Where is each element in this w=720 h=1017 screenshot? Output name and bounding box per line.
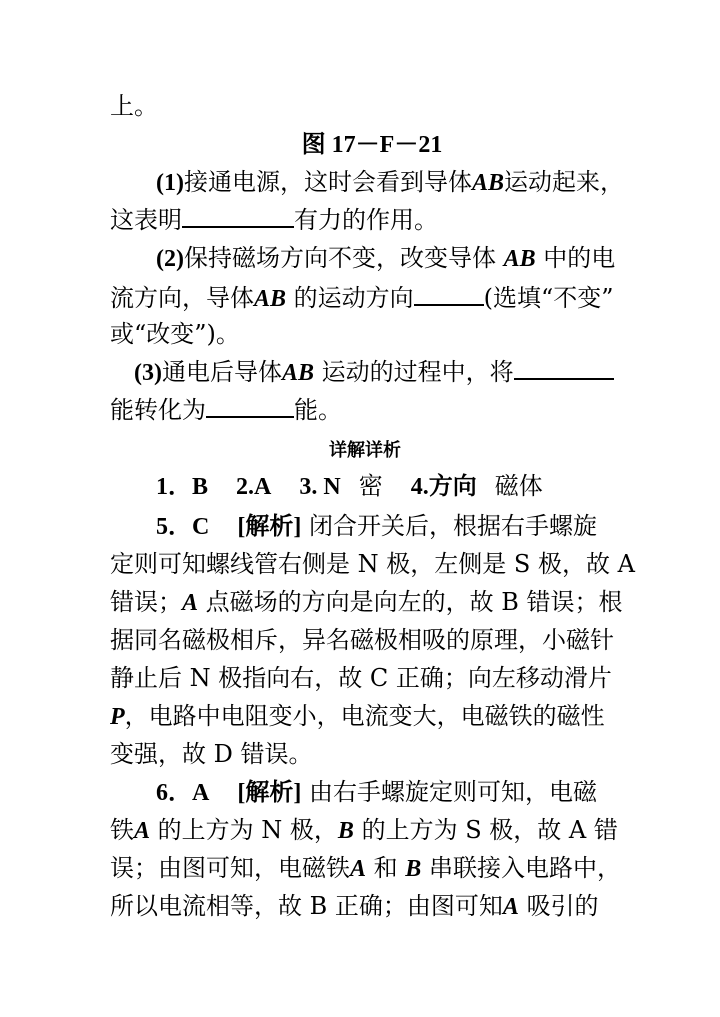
answer-5-line-3: 错误；A 点磁场的方向是向左的，故 B 错误；根 bbox=[110, 588, 623, 616]
answer-6-line-4: 所以电流相等，故 B 正确；由图可知A 吸引的 bbox=[110, 892, 599, 920]
question-1-line-1: (1)接通电源，这时会看到导体AB运动起来， bbox=[156, 168, 624, 196]
question-2-line-1: (2)保持磁场方向不变，改变导体 AB 中的电 bbox=[156, 244, 616, 272]
answers-title: 详解详析 bbox=[329, 440, 401, 461]
question-2-line-3: 或“改变”)。 bbox=[110, 320, 240, 348]
question-3-line-1: (3)通电后导体AB 运动的过程中，将 bbox=[0, 352, 720, 393]
figure-caption: 图 17－F－21 bbox=[301, 132, 443, 158]
question-2-line-2: 流方向，导体AB 的运动方向 (选填“不变” bbox=[0, 278, 720, 319]
answer-blank-1[interactable] bbox=[182, 200, 294, 228]
answer-6-line-1: 6．A [解析] 由右手螺旋定则可知，电磁 bbox=[156, 778, 597, 806]
answer-5-line-4: 据同名磁极相斥，异名磁极相吸的原理，小磁针 bbox=[110, 626, 614, 654]
top-fragment: 上。 bbox=[110, 92, 158, 120]
answer-5-line-5: 静止后 N 极指向右，故 C 正确；向左移动滑片 bbox=[110, 664, 612, 692]
answer-6-line-2: 铁A 的上方为 N 极，B 的上方为 S 极，故 A 错 bbox=[110, 816, 618, 844]
question-3-line-2: 能转化为 能。 bbox=[0, 390, 720, 430]
question-1-line-2: 这表明 有力的作用。 bbox=[0, 200, 720, 240]
answers-line-1: 1．B 2.A 3. N 密 4.方向 磁体 bbox=[156, 472, 543, 500]
answer-5-line-1: 5．C [解析] 闭合开关后，根据右手螺旋 bbox=[156, 512, 597, 540]
answer-blank-4[interactable] bbox=[206, 390, 294, 418]
answer-5-line-2: 定则可知螺线管右侧是 N 极，左侧是 S 极，故 A bbox=[110, 550, 635, 578]
answer-blank-2[interactable] bbox=[414, 278, 484, 306]
answer-blank-3[interactable] bbox=[514, 352, 614, 380]
answer-5-line-6: P，电路中电阻变小，电流变大，电磁铁的磁性 bbox=[110, 702, 605, 730]
answer-6-line-3: 误；由图可知，电磁铁A 和 B 串联接入电路中， bbox=[110, 854, 621, 882]
answer-5-line-7: 变强，故 D 错误。 bbox=[110, 740, 313, 768]
